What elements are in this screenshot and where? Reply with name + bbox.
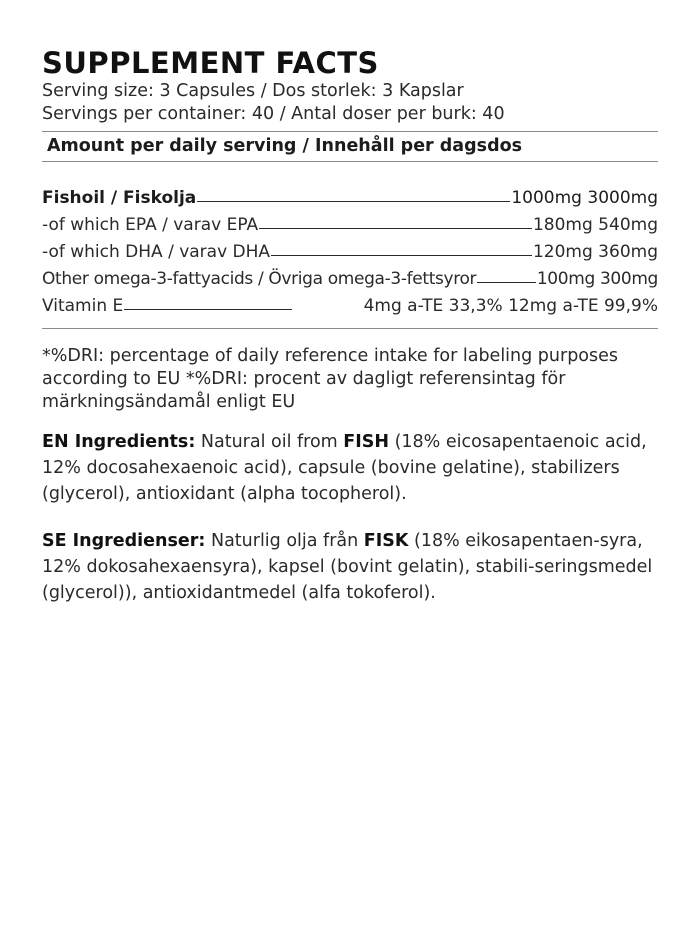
nutrient-name: Other omega-3-fattyacids / Övriga omega-3-fettsyror xyxy=(42,269,477,289)
servings-per-container: Servings per container: 40 / Antal doser per burk: 40 xyxy=(42,104,505,124)
leader-line xyxy=(197,201,510,202)
nutrient-amount: 4mg a-TE 33,3% 12mg a-TE 99,9% xyxy=(363,296,658,316)
divider-header xyxy=(42,161,658,162)
amount-per-serving-header: Amount per daily serving / Innehåll per dagsdos xyxy=(47,136,523,156)
nutrient-amount: 120mg 360mg xyxy=(532,242,658,262)
leader-line xyxy=(271,255,532,256)
allergen-fisk: FISK xyxy=(363,531,409,551)
nutrient-name: Vitamin E xyxy=(42,296,124,316)
nutrient-name: Fishoil / Fiskolja xyxy=(42,188,197,208)
ingredients-en-text: (18% eicosapentaenoic acid, 12% docosahexaenoic acid), capsule (bovine gelatine), stabilizers (glycerol), antioxidant (alpha tocopherol). xyxy=(42,432,647,504)
nutrient-row-fishoil xyxy=(42,188,658,208)
ingredients-se-label: SE Ingredienser: xyxy=(42,531,206,551)
nutrient-amount: 180mg 540mg xyxy=(532,215,658,235)
nutrient-amount: 1000mg 3000mg xyxy=(511,188,658,208)
nutrient-name: -of which DHA / varav DHA xyxy=(42,242,271,262)
nutrient-row-epa xyxy=(42,215,658,235)
nutrient-row-other-omega3 xyxy=(42,269,658,289)
nutrient-amount: 100mg 300mg xyxy=(536,269,658,289)
ingredients-en-text: Natural oil from xyxy=(195,432,344,452)
ingredients-en xyxy=(42,429,667,507)
nutrient-row-dha xyxy=(42,242,658,262)
ingredients-se-text: Naturlig olja från xyxy=(205,531,364,551)
ingredients-en-label: EN Ingredients: xyxy=(42,432,196,452)
allergen-fish: FISH xyxy=(343,432,390,452)
serving-size: Serving size: 3 Capsules / Dos storlek: 3 Kapslar xyxy=(42,81,464,101)
ingredients-se-text: (18% eikosapentaen-syra, 12% dokosahexaensyra), kapsel (bovint gelatin), stabili-seringsmedel (glycerol)), antioxidantmedel (alfa tokoferol). xyxy=(42,531,653,603)
ingredients-se xyxy=(42,528,667,606)
nutrient-name: -of which EPA / varav EPA xyxy=(42,215,259,235)
label-title: SUPPLEMENT FACTS xyxy=(42,46,379,80)
leader-line xyxy=(259,228,532,229)
divider-bottom xyxy=(42,328,658,329)
divider-top xyxy=(42,131,658,132)
leader-line xyxy=(477,282,536,283)
dri-footnote: *%DRI: percentage of daily reference intake for labeling purposes according to EU *%DRI: procent av dagligt referensintag för märkningsändamål enligt EU xyxy=(42,346,619,412)
leader-line xyxy=(124,309,292,310)
nutrient-row-vitamin-e xyxy=(42,296,658,316)
